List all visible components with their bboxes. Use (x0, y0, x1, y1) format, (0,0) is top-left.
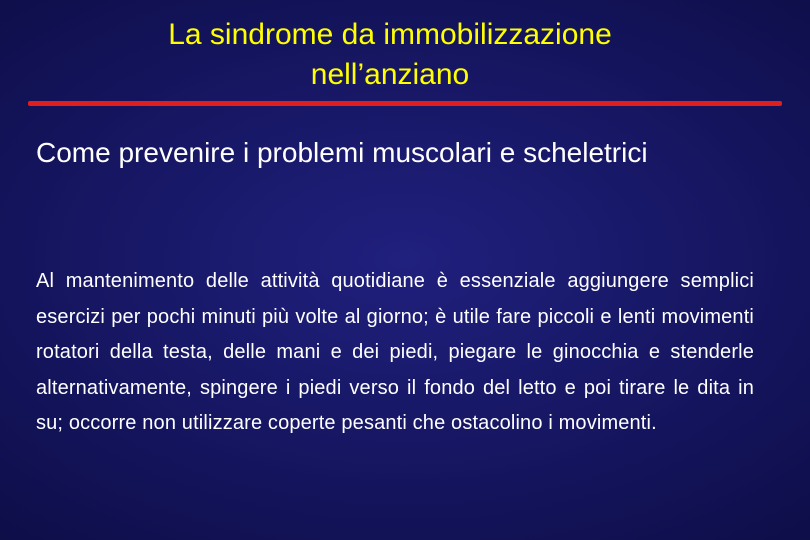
slide-body-text: Al mantenimento delle attività quotidiane è essenziale aggiungere semplici esercizi per pochi minuti più volte al giorno; è utile fare piccoli e lenti movimenti rotatori della testa, delle mani e dei piedi, piegare le ginocchia e stenderle alternativamente, spingere i piedi verso il fondo del letto e poi tirare le dita in su; occorre non utilizzare coperte pesanti che ostacolino i movimenti. (36, 270, 754, 434)
slide-title-line-2: nell’anziano (310, 58, 470, 91)
title-divider (28, 101, 782, 106)
slide-subtitle: Come prevenire i problemi muscolari e scheletrici (36, 137, 648, 168)
slide-title-line-1: La sindrome da immobilizzazione (168, 18, 612, 51)
slide-title (0, 15, 780, 95)
